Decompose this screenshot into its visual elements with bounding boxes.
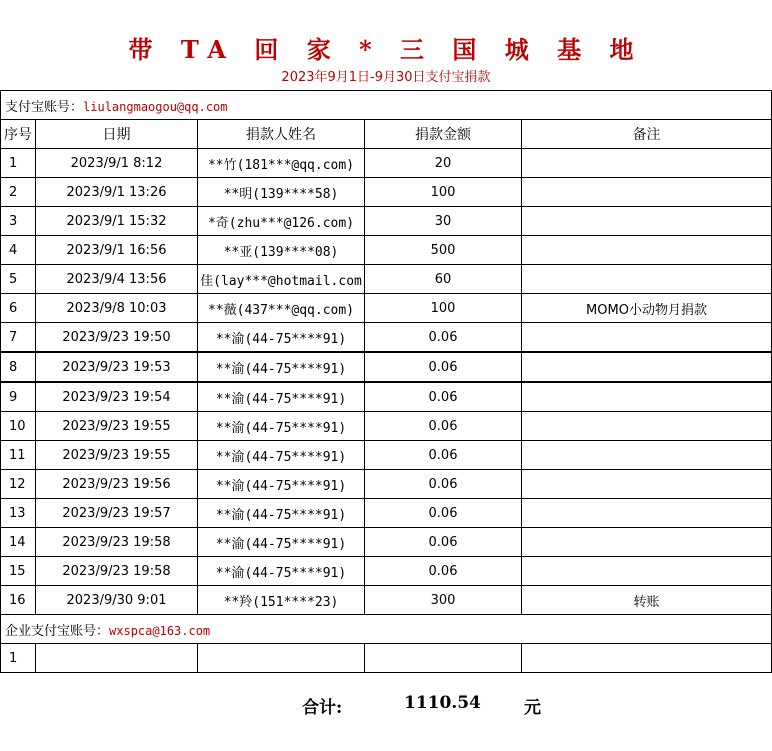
column-header-amount: 捐款金额 [365,120,522,149]
donation-note [522,382,772,412]
table-row [1,499,772,528]
table-row [1,265,772,294]
donation-date: 2023/9/23 19:57 [36,499,198,528]
donation-note [522,236,772,265]
donor-name: **明(139****58) [198,178,365,207]
donation-amount: 0.06 [365,528,522,557]
donation-date: 2023/9/8 10:03 [36,294,198,323]
donor-name: **渝(44-75****91) [198,470,365,499]
column-header-donor: 捐款人姓名 [198,120,365,149]
donation-note [522,499,772,528]
donation-note: MOMO小动物月捐款 [522,294,772,323]
row-number: 2 [1,178,36,207]
alipay-account-cell [1,91,772,120]
donation-note [522,470,772,499]
corporate-account-cell [1,615,772,644]
donation-date: 2023/9/23 19:50 [36,323,198,353]
row-number: 1 [1,644,36,673]
donation-date: 2023/9/1 16:56 [36,236,198,265]
row-number: 1 [1,149,36,178]
table-row [1,470,772,499]
donation-amount: 100 [365,178,522,207]
donation-amount: 60 [365,265,522,294]
donation-date: 2023/9/23 19:54 [36,382,198,412]
row-number: 4 [1,236,36,265]
table-row [1,412,772,441]
donation-amount: 100 [365,294,522,323]
row-number: 11 [1,441,36,470]
donor-name: **渝(44-75****91) [198,412,365,441]
donation-amount: 30 [365,207,522,236]
donation-date: 2023/9/23 19:55 [36,412,198,441]
donation-date [36,644,198,673]
row-number: 8 [1,352,36,382]
alipay-account-row [1,91,772,120]
table-row [1,528,772,557]
donor-name: **渝(44-75****91) [198,557,365,586]
donation-amount: 0.06 [365,441,522,470]
donor-name: **渝(44-75****91) [198,441,365,470]
donation-amount: 0.06 [365,382,522,412]
row-number: 16 [1,586,36,615]
table-row [1,382,772,412]
table-row [1,323,772,353]
donor-name: **渝(44-75****91) [198,382,365,412]
corporate-table-row [1,644,772,673]
donation-date: 2023/9/1 15:32 [36,207,198,236]
donation-amount: 500 [365,236,522,265]
donation-amount: 0.06 [365,499,522,528]
table-row [1,178,772,207]
corporate-account-row [1,615,772,644]
table-row [1,149,772,178]
donation-note [522,178,772,207]
donation-note [522,352,772,382]
total-label: 合计: [302,698,343,718]
donation-amount: 0.06 [365,412,522,441]
donation-note [522,441,772,470]
donor-name: *奇(zhu***@126.com) [198,207,365,236]
table-row [1,294,772,323]
donation-amount: 20 [365,149,522,178]
table-row [1,586,772,615]
table-row [1,207,772,236]
donation-date: 2023/9/23 19:56 [36,470,198,499]
donation-amount: 0.06 [365,470,522,499]
donation-table [0,90,772,673]
donation-date: 2023/9/23 19:55 [36,441,198,470]
row-number: 12 [1,470,36,499]
total-unit: 元 [524,698,541,718]
donor-name: 佳(lay***@hotmail.com [198,265,365,294]
donor-name: **亚(139****08) [198,236,365,265]
table-header-row [1,120,772,149]
donation-amount: 0.06 [365,557,522,586]
donation-note [522,323,772,353]
column-header-no: 序号 [1,120,36,149]
total-value: 1110.54 [404,693,481,713]
donation-note [522,557,772,586]
page-subtitle: 2023年9月1日-9月30日支付宝捐款 [281,70,491,85]
donation-date: 2023/9/30 9:01 [36,586,198,615]
donation-date: 2023/9/1 8:12 [36,149,198,178]
donation-date: 2023/9/23 19:53 [36,352,198,382]
alipay-account-email[interactable]: liulangmaogou@qq.com [83,99,228,114]
table-row [1,557,772,586]
table-row [1,352,772,382]
donation-amount [365,644,522,673]
donation-amount: 300 [365,586,522,615]
donation-note: 转账 [522,586,772,615]
donation-note [522,207,772,236]
donor-name: **渝(44-75****91) [198,528,365,557]
donor-name: **渝(44-75****91) [198,499,365,528]
donation-note [522,149,772,178]
donor-name [198,644,365,673]
donation-note [522,528,772,557]
corporate-account-email[interactable]: wxspca@163.com [109,623,211,638]
donor-name: **渝(44-75****91) [198,323,365,353]
row-number: 15 [1,557,36,586]
donation-date: 2023/9/4 13:56 [36,265,198,294]
corporate-account-label: 企业支付宝账号： [5,623,110,639]
donation-amount: 0.06 [365,323,522,353]
row-number: 5 [1,265,36,294]
row-number: 13 [1,499,36,528]
row-number: 9 [1,382,36,412]
donor-name: **渝(44-75****91) [198,352,365,382]
row-number: 7 [1,323,36,353]
donation-date: 2023/9/23 19:58 [36,528,198,557]
donation-note [522,644,772,673]
row-number: 14 [1,528,36,557]
table-row [1,236,772,265]
row-number: 10 [1,412,36,441]
donation-note [522,412,772,441]
column-header-note: 备注 [522,120,772,149]
alipay-account-label: 支付宝账号： [5,99,84,115]
row-number: 6 [1,294,36,323]
column-header-date: 日期 [36,120,198,149]
row-number: 3 [1,207,36,236]
page-title: 带 TA 回 家 * 三 国 城 基 地 [128,35,644,64]
table-row [1,441,772,470]
donor-name: **薇(437***@qq.com) [198,294,365,323]
donor-name: **羚(151****23) [198,586,365,615]
donation-date: 2023/9/23 19:58 [36,557,198,586]
donor-name: **竹(181***@qq.com) [198,149,365,178]
donation-note [522,265,772,294]
donation-date: 2023/9/1 13:26 [36,178,198,207]
donation-amount: 0.06 [365,352,522,382]
